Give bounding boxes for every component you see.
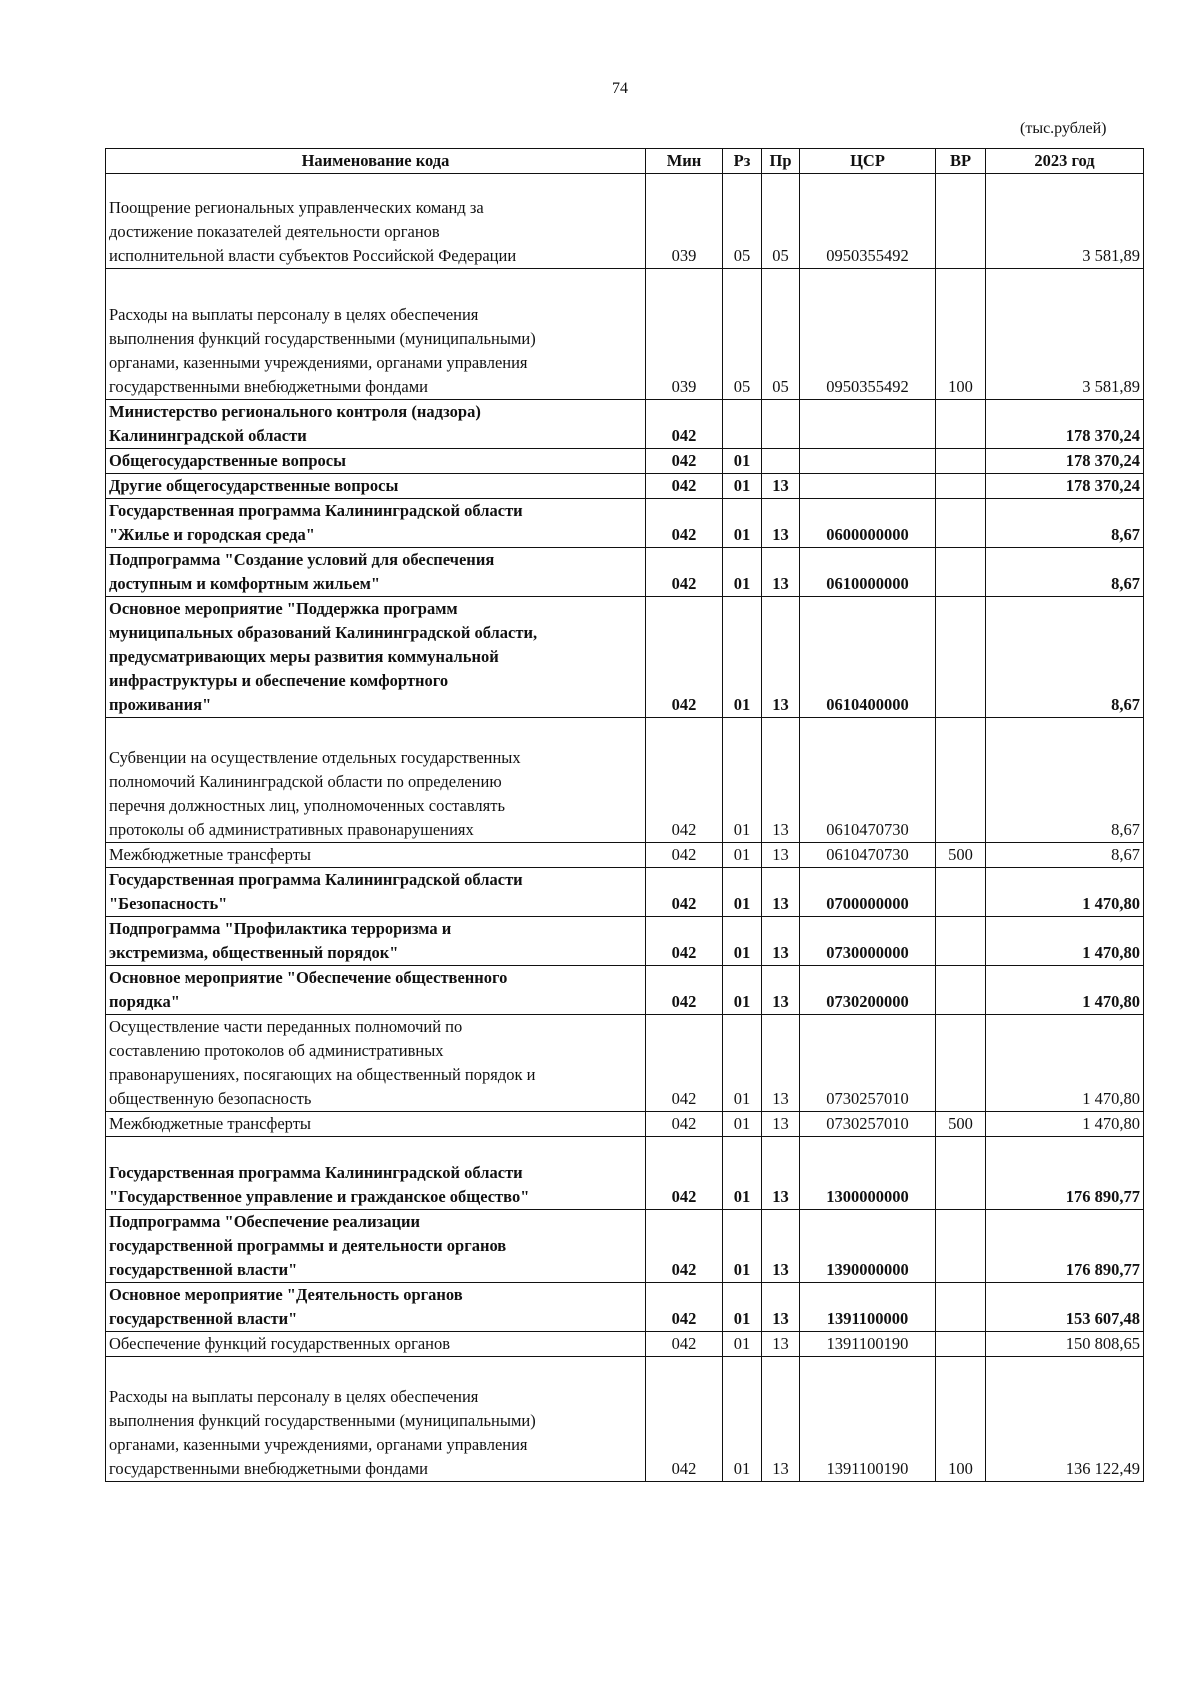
cell-pr <box>762 400 800 449</box>
cell-csr: 0730200000 <box>800 966 936 1015</box>
cell-name: Подпрограмма "Обеспечение реализации государственной программы и деятельности органов государственной власти" <box>106 1210 646 1283</box>
cell-sum: 1 470,80 <box>986 1112 1144 1137</box>
cell-min: 042 <box>646 1210 723 1283</box>
cell-csr: 0730000000 <box>800 917 936 966</box>
cell-vr <box>936 174 986 269</box>
cell-name: Обеспечение функций государственных органов <box>106 1332 646 1357</box>
cell-vr <box>936 868 986 917</box>
cell-rz: 01 <box>723 843 762 868</box>
cell-pr <box>762 449 800 474</box>
cell-csr: 0600000000 <box>800 499 936 548</box>
cell-vr <box>936 474 986 499</box>
cell-name: Межбюджетные трансферты <box>106 1112 646 1137</box>
cell-min: 042 <box>646 1112 723 1137</box>
cell-vr <box>936 1210 986 1283</box>
cell-sum: 176 890,77 <box>986 1137 1144 1210</box>
cell-min: 042 <box>646 1332 723 1357</box>
cell-name: Государственная программа Калининградской области "Жилье и городская среда" <box>106 499 646 548</box>
cell-pr: 13 <box>762 843 800 868</box>
cell-name: Субвенции на осуществление отдельных государственных полномочий Калининградской области по определению перечня должностных лиц, уполномоченных составлять протоколы об административных правонарушениях <box>106 718 646 843</box>
cell-sum: 8,67 <box>986 499 1144 548</box>
header-vr: ВР <box>936 149 986 174</box>
cell-vr <box>936 1137 986 1210</box>
cell-pr: 05 <box>762 174 800 269</box>
cell-sum: 178 370,24 <box>986 400 1144 449</box>
cell-rz: 01 <box>723 499 762 548</box>
cell-vr <box>936 718 986 843</box>
table-row <box>106 400 1144 449</box>
cell-csr <box>800 474 936 499</box>
cell-rz: 01 <box>723 1137 762 1210</box>
cell-csr <box>800 400 936 449</box>
cell-name: Расходы на выплаты персоналу в целях обеспечения выполнения функций государственными (муниципальными) органами, казенными учреждениями, органами управления государственными внебюджетными фондами <box>106 1357 646 1482</box>
cell-name: Основное мероприятие "Обеспечение общественного порядка" <box>106 966 646 1015</box>
cell-rz: 01 <box>723 474 762 499</box>
table-row <box>106 966 1144 1015</box>
cell-name: Межбюджетные трансферты <box>106 843 646 868</box>
cell-rz: 01 <box>723 1283 762 1332</box>
units-label: (тыс.рублей) <box>1020 120 1107 137</box>
cell-rz: 01 <box>723 718 762 843</box>
cell-vr <box>936 449 986 474</box>
cell-min: 042 <box>646 499 723 548</box>
cell-pr: 13 <box>762 1332 800 1357</box>
cell-name: Подпрограмма "Профилактика терроризма и экстремизма, общественный порядок" <box>106 917 646 966</box>
cell-name: Государственная программа Калининградской области "Безопасность" <box>106 868 646 917</box>
cell-name: Осуществление части переданных полномочий по составлению протоколов об административных правонарушениях, посягающих на общественный порядок и общественную безопасность <box>106 1015 646 1112</box>
cell-min: 042 <box>646 1137 723 1210</box>
cell-csr: 1391100190 <box>800 1357 936 1482</box>
cell-name: Государственная программа Калининградской области "Государственное управление и гражданское общество" <box>106 1137 646 1210</box>
cell-sum: 1 470,80 <box>986 966 1144 1015</box>
cell-name: Поощрение региональных управленческих команд за достижение показателей деятельности органов исполнительной власти субъектов Российской Федерации <box>106 174 646 269</box>
cell-sum: 178 370,24 <box>986 474 1144 499</box>
table-row <box>106 917 1144 966</box>
table-row <box>106 1015 1144 1112</box>
cell-vr <box>936 1283 986 1332</box>
table-body <box>106 174 1144 1482</box>
cell-csr: 0950355492 <box>800 269 936 400</box>
table-row <box>106 1283 1144 1332</box>
cell-rz: 01 <box>723 1357 762 1482</box>
cell-min: 042 <box>646 917 723 966</box>
table-header-row <box>106 149 1144 174</box>
table-row <box>106 843 1144 868</box>
cell-rz: 01 <box>723 1332 762 1357</box>
cell-csr: 1390000000 <box>800 1210 936 1283</box>
cell-min: 042 <box>646 548 723 597</box>
cell-vr <box>936 400 986 449</box>
cell-rz: 05 <box>723 174 762 269</box>
cell-pr: 13 <box>762 499 800 548</box>
cell-min: 039 <box>646 269 723 400</box>
table-row <box>106 1357 1144 1482</box>
cell-vr <box>936 548 986 597</box>
header-pr: Пр <box>762 149 800 174</box>
cell-rz: 01 <box>723 966 762 1015</box>
cell-vr <box>936 1015 986 1112</box>
cell-rz: 01 <box>723 1112 762 1137</box>
cell-rz: 01 <box>723 548 762 597</box>
table-row <box>106 1210 1144 1283</box>
cell-sum: 178 370,24 <box>986 449 1144 474</box>
cell-pr: 05 <box>762 269 800 400</box>
cell-pr: 13 <box>762 868 800 917</box>
header-year: 2023 год <box>986 149 1144 174</box>
cell-min: 042 <box>646 1015 723 1112</box>
header-rz: Рз <box>723 149 762 174</box>
cell-rz: 01 <box>723 449 762 474</box>
cell-pr: 13 <box>762 1210 800 1283</box>
cell-vr <box>936 499 986 548</box>
cell-csr: 1391100000 <box>800 1283 936 1332</box>
cell-sum: 8,67 <box>986 718 1144 843</box>
table-row <box>106 474 1144 499</box>
cell-min: 042 <box>646 597 723 718</box>
cell-pr: 13 <box>762 1112 800 1137</box>
cell-rz: 01 <box>723 868 762 917</box>
cell-csr: 0950355492 <box>800 174 936 269</box>
cell-sum: 1 470,80 <box>986 917 1144 966</box>
cell-name: Подпрограмма "Создание условий для обеспечения доступным и комфортным жильем" <box>106 548 646 597</box>
cell-sum: 176 890,77 <box>986 1210 1144 1283</box>
cell-pr: 13 <box>762 1137 800 1210</box>
cell-pr: 13 <box>762 548 800 597</box>
cell-name: Общегосударственные вопросы <box>106 449 646 474</box>
cell-csr <box>800 449 936 474</box>
cell-sum: 8,67 <box>986 843 1144 868</box>
cell-sum: 3 581,89 <box>986 174 1144 269</box>
table-row <box>106 1137 1144 1210</box>
cell-rz: 01 <box>723 1210 762 1283</box>
table-row <box>106 449 1144 474</box>
cell-min: 042 <box>646 1283 723 1332</box>
cell-csr: 0700000000 <box>800 868 936 917</box>
table-row <box>106 597 1144 718</box>
cell-vr: 100 <box>936 269 986 400</box>
cell-rz: 05 <box>723 269 762 400</box>
cell-pr: 13 <box>762 718 800 843</box>
cell-sum: 1 470,80 <box>986 868 1144 917</box>
table-row <box>106 174 1144 269</box>
cell-name: Расходы на выплаты персоналу в целях обеспечения выполнения функций государственными (муниципальными) органами, казенными учреждениями, органами управления государственными внебюджетными фондами <box>106 269 646 400</box>
cell-pr: 13 <box>762 966 800 1015</box>
cell-sum: 8,67 <box>986 548 1144 597</box>
cell-min: 042 <box>646 400 723 449</box>
cell-name: Другие общегосударственные вопросы <box>106 474 646 499</box>
header-name: Наименование кода <box>106 149 646 174</box>
cell-min: 039 <box>646 174 723 269</box>
cell-min: 042 <box>646 843 723 868</box>
cell-min: 042 <box>646 474 723 499</box>
cell-sum: 153 607,48 <box>986 1283 1144 1332</box>
table-row <box>106 499 1144 548</box>
cell-csr: 0610470730 <box>800 843 936 868</box>
table-row <box>106 718 1144 843</box>
table-row <box>106 269 1144 400</box>
cell-csr: 0730257010 <box>800 1015 936 1112</box>
cell-name: Основное мероприятие "Деятельность органов государственной власти" <box>106 1283 646 1332</box>
cell-sum: 8,67 <box>986 597 1144 718</box>
cell-vr <box>936 917 986 966</box>
cell-sum: 136 122,49 <box>986 1357 1144 1482</box>
page-number: 74 <box>612 80 628 97</box>
cell-min: 042 <box>646 449 723 474</box>
table-row <box>106 548 1144 597</box>
cell-rz: 01 <box>723 917 762 966</box>
cell-csr: 0730257010 <box>800 1112 936 1137</box>
cell-name: Министерство регионального контроля (надзора) Калининградской области <box>106 400 646 449</box>
table-row <box>106 868 1144 917</box>
cell-vr: 500 <box>936 843 986 868</box>
cell-pr: 13 <box>762 474 800 499</box>
cell-csr: 0610470730 <box>800 718 936 843</box>
budget-table <box>105 148 1144 1482</box>
table-row <box>106 1112 1144 1137</box>
cell-pr: 13 <box>762 1015 800 1112</box>
cell-name: Основное мероприятие "Поддержка программ муниципальных образований Калининградской области, предусматривающих меры развития коммунальной инфраструктуры и обеспечение комфортного проживания" <box>106 597 646 718</box>
cell-pr: 13 <box>762 917 800 966</box>
cell-vr: 500 <box>936 1112 986 1137</box>
cell-vr <box>936 966 986 1015</box>
cell-vr: 100 <box>936 1357 986 1482</box>
cell-sum: 1 470,80 <box>986 1015 1144 1112</box>
cell-rz: 01 <box>723 597 762 718</box>
cell-pr: 13 <box>762 1283 800 1332</box>
cell-csr: 0610400000 <box>800 597 936 718</box>
cell-csr: 0610000000 <box>800 548 936 597</box>
cell-sum: 3 581,89 <box>986 269 1144 400</box>
cell-vr <box>936 1332 986 1357</box>
cell-csr: 1300000000 <box>800 1137 936 1210</box>
cell-pr: 13 <box>762 1357 800 1482</box>
cell-min: 042 <box>646 966 723 1015</box>
header-csr: ЦСР <box>800 149 936 174</box>
cell-csr: 1391100190 <box>800 1332 936 1357</box>
cell-min: 042 <box>646 868 723 917</box>
cell-min: 042 <box>646 1357 723 1482</box>
cell-rz: 01 <box>723 1015 762 1112</box>
cell-pr: 13 <box>762 597 800 718</box>
table-row <box>106 1332 1144 1357</box>
cell-sum: 150 808,65 <box>986 1332 1144 1357</box>
cell-rz <box>723 400 762 449</box>
cell-min: 042 <box>646 718 723 843</box>
cell-vr <box>936 597 986 718</box>
header-min: Мин <box>646 149 723 174</box>
